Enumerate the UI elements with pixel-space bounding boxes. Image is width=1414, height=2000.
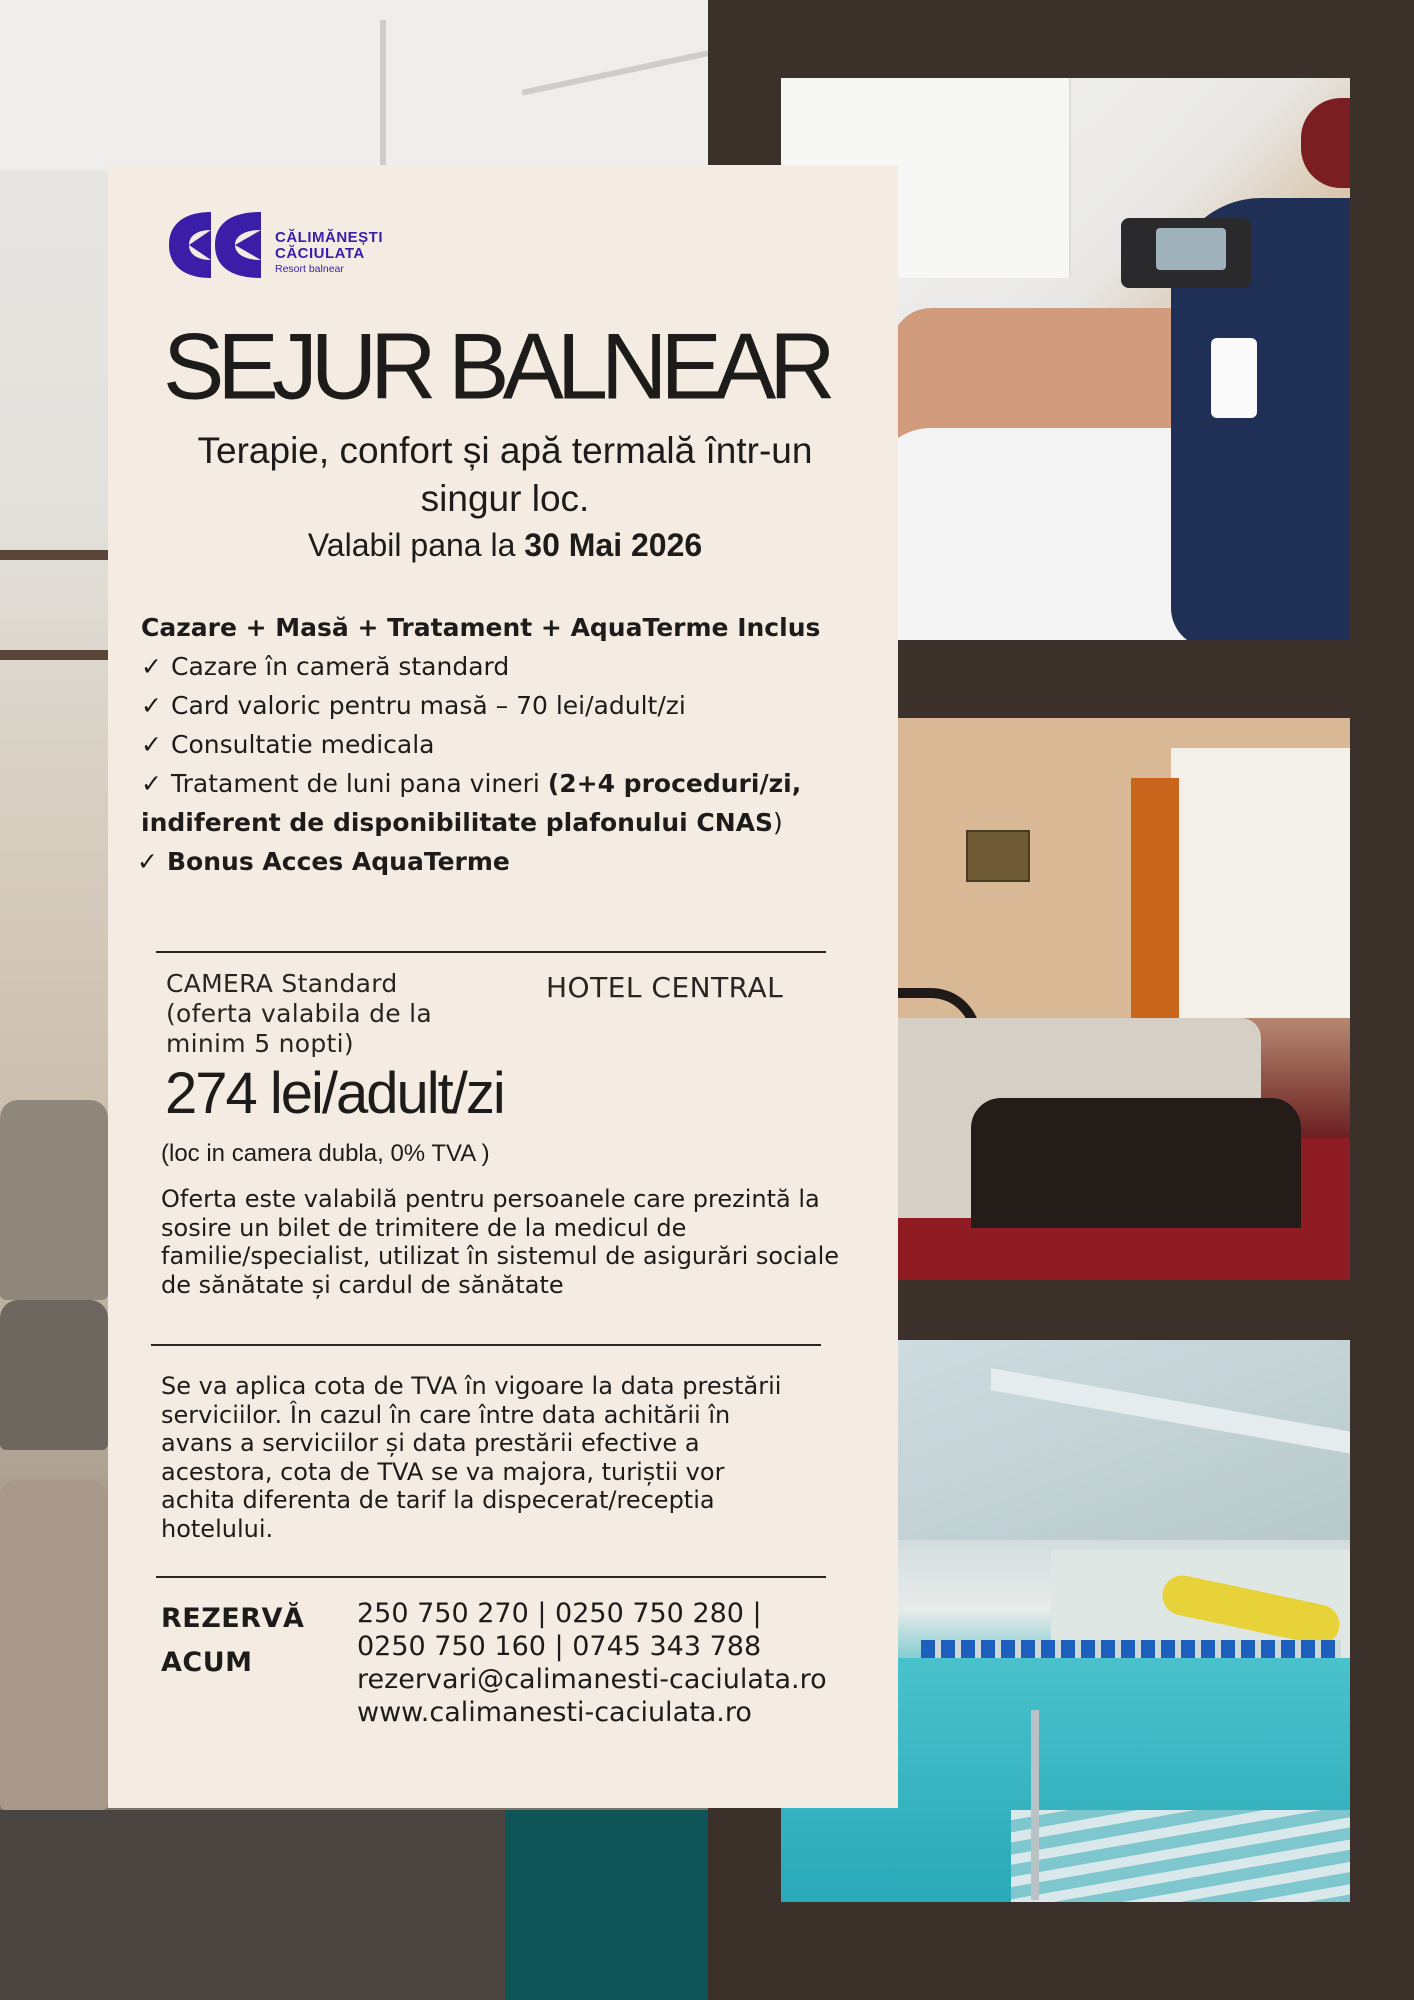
- page-title: SEJUR BALNEAR: [163, 314, 829, 420]
- list-item-bold: (2+4 proceduri/zi, indiferent de disponibilitate plafonului CNAS: [141, 769, 802, 837]
- validity-line: [148, 527, 862, 564]
- list-item-text: Cazare în cameră standard: [171, 652, 510, 681]
- check-icon: ✓: [137, 847, 158, 876]
- subtitle: Terapie, confort și apă termală într-un singur loc.: [197, 430, 813, 519]
- list-item: [141, 647, 871, 686]
- divider: [156, 1576, 826, 1578]
- email-link[interactable]: rezervari@calimanesti-caciulata.ro: [357, 1664, 827, 1695]
- website-link[interactable]: www.calimanesti-caciulata.ro: [357, 1697, 752, 1728]
- phone-numbers-line2[interactable]: 0250 750 160 | 0745 343 788: [357, 1631, 762, 1662]
- brand-logo: [165, 210, 425, 280]
- brand-logo-icon: [165, 210, 265, 280]
- included-heading: Cazare + Masă + Tratament + AquaTerme Inclus: [141, 613, 821, 642]
- list-item: [141, 764, 871, 842]
- check-icon: ✓: [141, 652, 162, 681]
- included-list: [137, 608, 871, 881]
- price-note: (loc in camera dubla, 0% TVA ): [161, 1140, 490, 1167]
- price: 274 lei/adult/zi: [165, 1061, 504, 1126]
- contact-info: [357, 1597, 857, 1729]
- offer-conditions: Oferta este valabilă pentru persoanele care prezintă la sosire un bilet de trimitere de la medicul de familie/specialist, utilizat în sistemul de asigurări sociale de sănătate și cardul de sănătate: [161, 1185, 840, 1299]
- booking-cta: REZERVĂ ACUM: [161, 1603, 305, 1678]
- hotel-name: HOTEL CENTRAL: [546, 971, 784, 1004]
- list-item-suffix: ): [773, 808, 783, 837]
- brand-tagline: Resort balnear: [275, 263, 344, 275]
- divider: [151, 1344, 821, 1346]
- list-item: [137, 842, 871, 881]
- list-item-text: Tratament de luni pana vineri: [171, 769, 548, 798]
- list-item: [141, 725, 871, 764]
- room-type: CAMERA Standard (oferta valabila de la minim 5 nopti): [166, 969, 433, 1058]
- list-item-text: Card valoric pentru masă – 70 lei/adult/zi: [171, 691, 686, 720]
- brand-name-line1: CĂLIMĂNEȘTI: [275, 229, 383, 246]
- check-icon: ✓: [141, 730, 162, 759]
- vat-note: Se va aplica cota de TVA în vigoare la data prestării serviciilor. În cazul în care între data achitării în avans a serviciilor și data prestării efective a acestora, cota de TVA se va majora, turiștii vor achita diferenta de tarif la dispecerat/receptia hotelului.: [161, 1372, 782, 1543]
- validity-prefix: Valabil pana la: [307, 527, 525, 563]
- list-item: [141, 686, 871, 725]
- phone-numbers-line1[interactable]: 250 750 270 | 0250 750 280 |: [357, 1598, 762, 1629]
- validity-date: 30 Mai 2026: [524, 527, 703, 563]
- check-icon: ✓: [141, 691, 162, 720]
- brand-name-line2: CĂCIULATA: [275, 245, 365, 262]
- check-icon: ✓: [141, 769, 162, 798]
- list-item-text: Consultatie medicala: [171, 730, 435, 759]
- list-item-bold: Bonus Acces AquaTerme: [167, 847, 510, 876]
- offer-card: [108, 165, 898, 1808]
- divider: [156, 951, 826, 953]
